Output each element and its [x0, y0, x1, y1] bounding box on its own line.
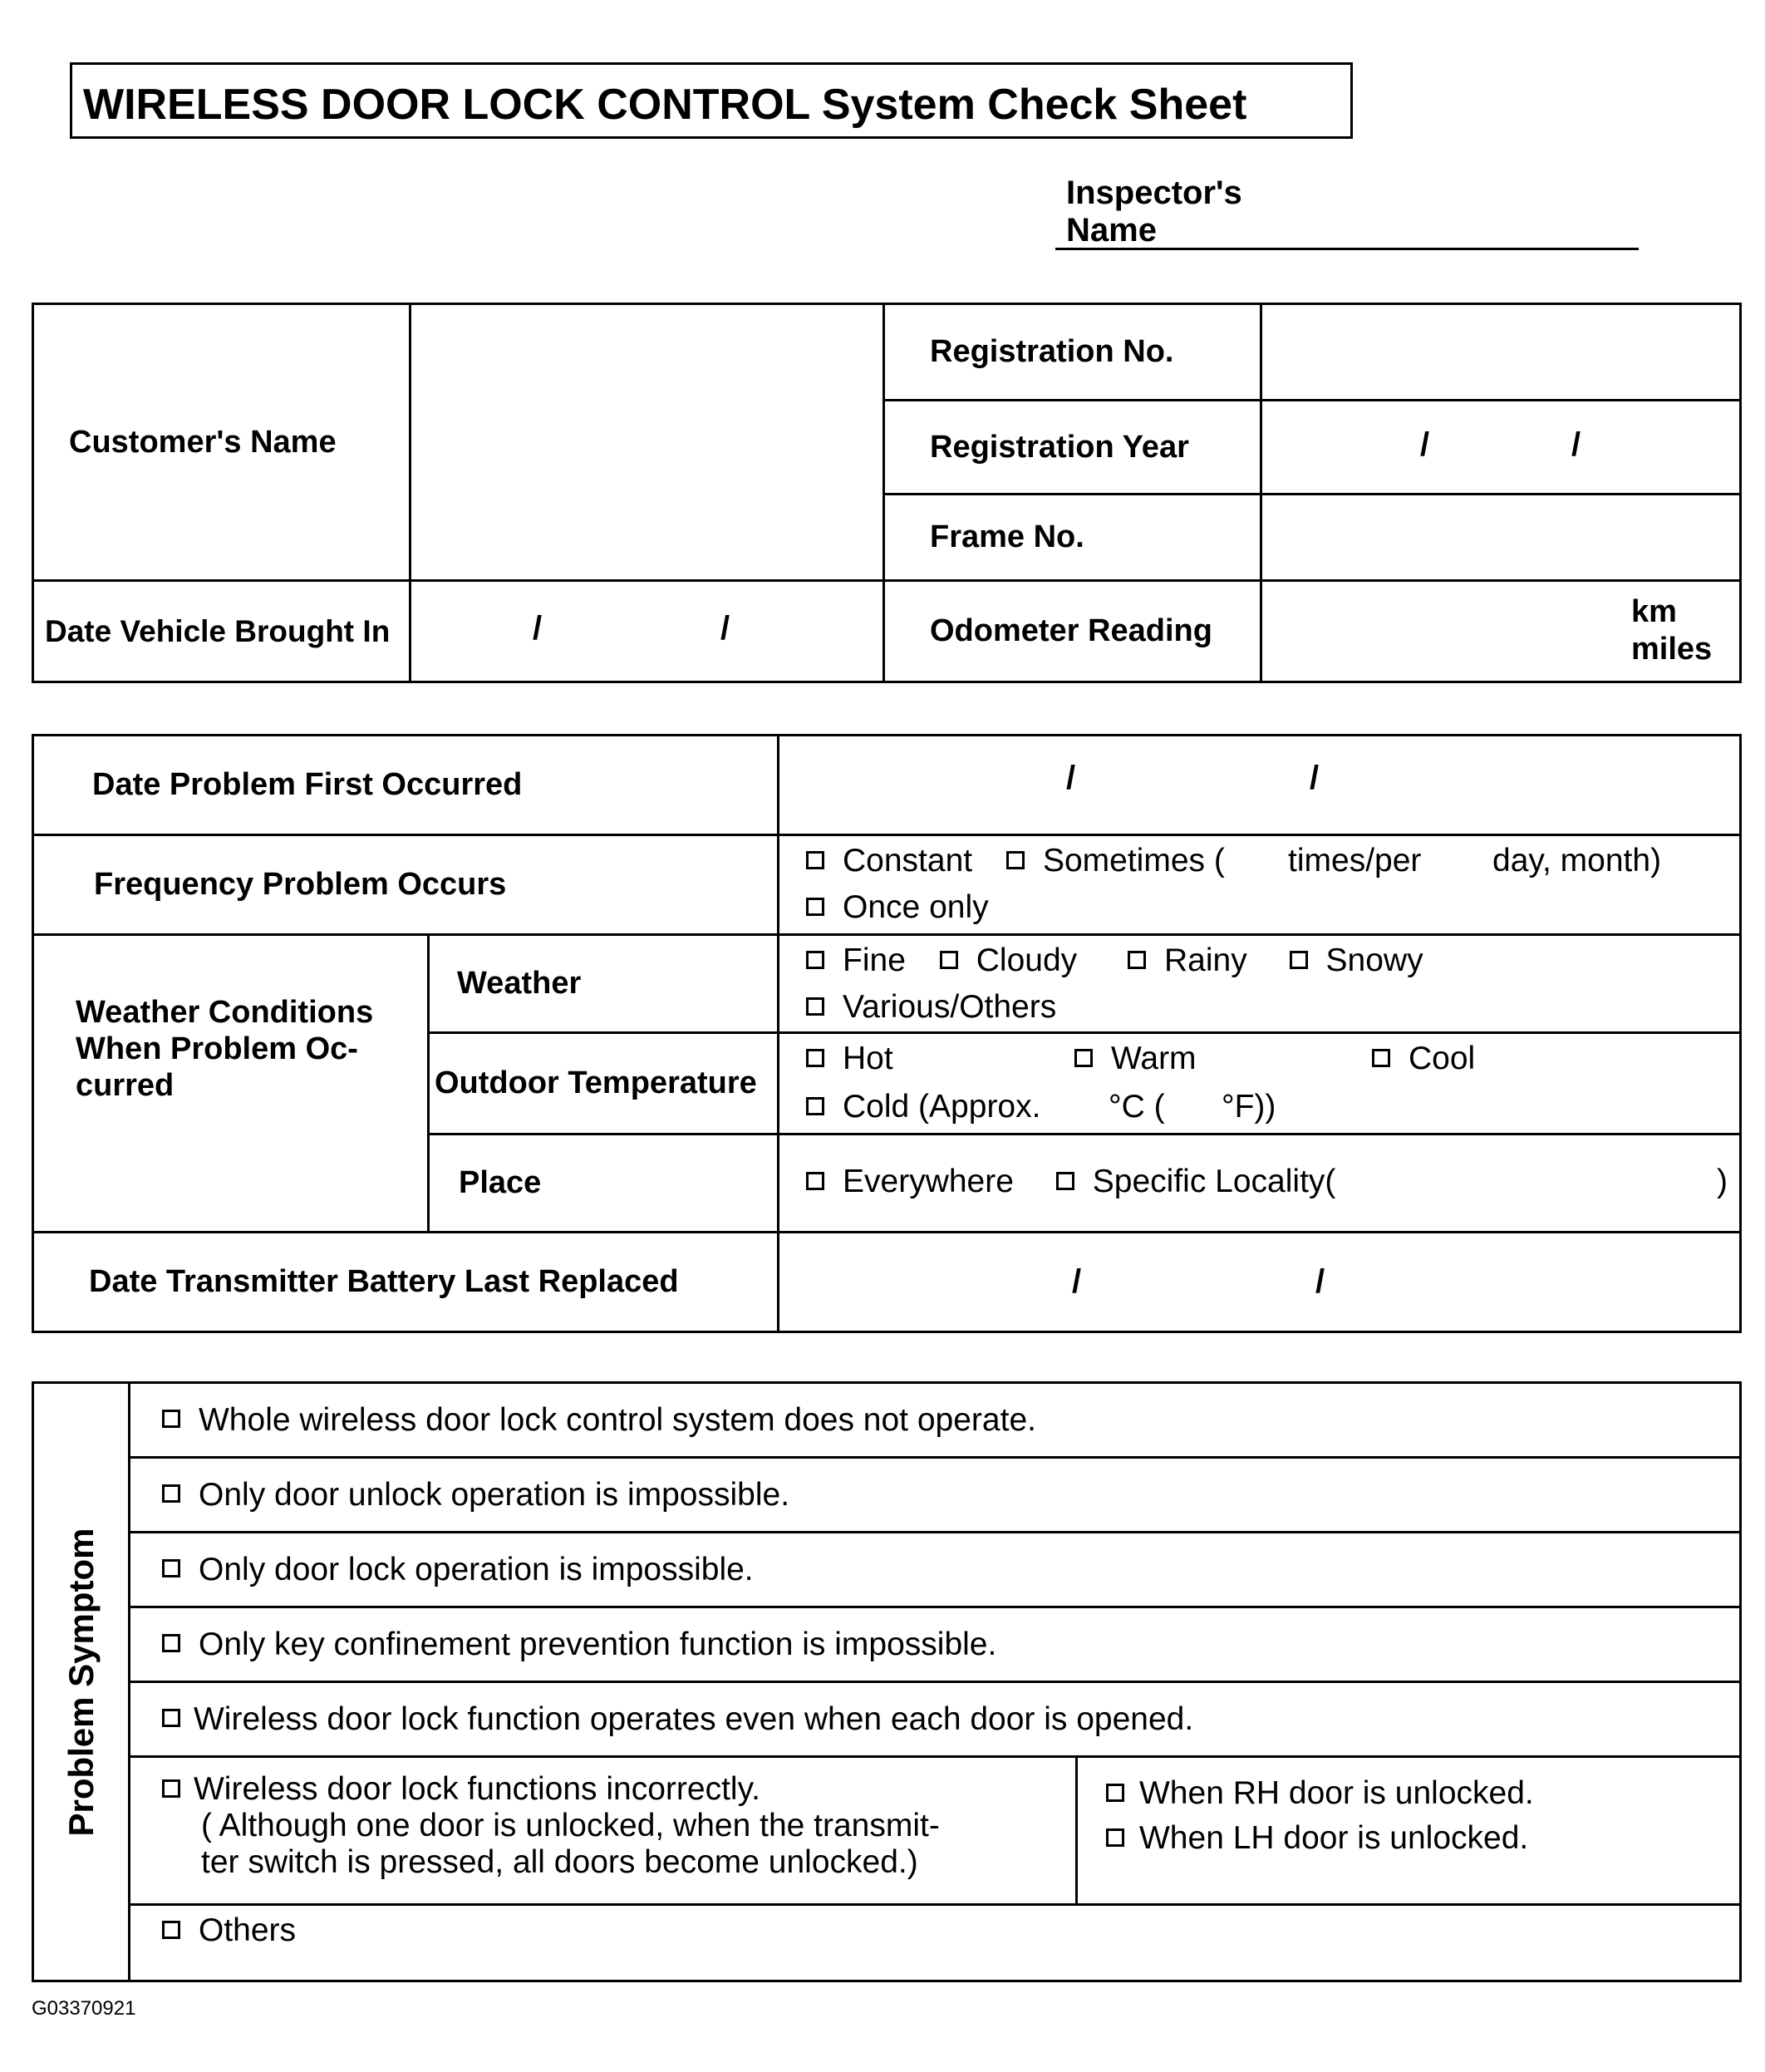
place-label: Place	[429, 1134, 779, 1233]
weather-label: Weather	[429, 935, 779, 1033]
checkbox-symptom[interactable]	[162, 1559, 180, 1577]
option-everywhere: Everywhere	[843, 1164, 1014, 1199]
option-cool: Cool	[1409, 1041, 1476, 1076]
registration-no-label: Registration No.	[884, 304, 1261, 401]
checkbox-sometimes[interactable]	[1006, 851, 1025, 869]
checkbox-cloudy[interactable]	[940, 951, 958, 969]
unit-miles: miles	[1631, 632, 1713, 667]
odometer-label: Odometer Reading	[884, 581, 1261, 682]
frame-no-field[interactable]	[1261, 495, 1741, 581]
figure-id: G03370921	[32, 1997, 136, 2020]
date-first-occurred-label: Date Problem First Occurred	[33, 736, 779, 835]
date-slash: /	[1315, 1263, 1325, 1300]
symptom-door-options	[1077, 1757, 1741, 1905]
symptom-item: Only door unlock operation is impossible.	[130, 1458, 1741, 1533]
checkbox-warm[interactable]	[1074, 1049, 1093, 1067]
symptom-table	[32, 1381, 1742, 1982]
problem-symptom-label-cell	[33, 1383, 130, 1981]
inspector-name-line[interactable]	[1055, 248, 1639, 250]
date-brought-in-label: Date Vehicle Brought In	[33, 581, 411, 682]
symptom-item: Only key confinement prevention function is impossible.	[130, 1607, 1741, 1682]
checkbox-lh-door[interactable]	[1106, 1828, 1124, 1847]
checkbox-fine[interactable]	[806, 951, 824, 969]
option-celsius: °C (	[1109, 1089, 1165, 1125]
outdoor-temperature-label: Outdoor Temperature	[429, 1033, 779, 1134]
inspector-label	[1066, 175, 1242, 249]
option-lh-door: When LH door is unlocked.	[1139, 1820, 1529, 1856]
frequency-label: Frequency Problem Occurs	[33, 835, 779, 935]
date-slash: /	[1571, 426, 1581, 463]
checkbox-rh-door[interactable]	[1106, 1784, 1124, 1802]
date-slash: /	[1310, 760, 1320, 796]
checkbox-rainy[interactable]	[1128, 951, 1146, 969]
weather-options	[779, 935, 1741, 1033]
checkbox-once-only[interactable]	[806, 898, 824, 916]
date-slash: /	[533, 610, 543, 647]
option-day-month: day, month)	[1492, 843, 1662, 879]
option-constant: Constant	[843, 843, 973, 879]
checkbox-symptom[interactable]	[162, 1779, 180, 1798]
checkbox-others[interactable]	[162, 1921, 180, 1939]
option-specific-locality: Specific Locality(	[1092, 1164, 1336, 1199]
option-snowy: Snowy	[1325, 942, 1423, 978]
frame-no-label: Frame No.	[884, 495, 1261, 581]
place-options	[779, 1134, 1741, 1233]
checkbox-constant[interactable]	[806, 851, 824, 869]
symptom-item: Wireless door lock function operates even when each door is opened.	[130, 1682, 1741, 1757]
option-once-only: Once only	[843, 889, 989, 925]
date-slash: /	[1072, 1263, 1082, 1300]
date-slash: /	[1420, 426, 1430, 463]
option-cold: Cold (Approx.	[843, 1089, 1041, 1125]
option-hot: Hot	[843, 1041, 893, 1076]
temperature-options	[779, 1033, 1741, 1134]
symptom-others: Others	[130, 1905, 1741, 1981]
checkbox-various[interactable]	[806, 997, 824, 1016]
conditions-table	[32, 734, 1742, 1333]
battery-replaced-field[interactable]	[779, 1233, 1741, 1332]
option-cloudy: Cloudy	[976, 942, 1078, 978]
option-rainy: Rainy	[1163, 942, 1247, 978]
checkbox-cold[interactable]	[806, 1097, 824, 1115]
registration-year-label: Registration Year	[884, 401, 1261, 495]
checkbox-symptom[interactable]	[162, 1709, 180, 1727]
checkbox-specific-locality[interactable]	[1056, 1172, 1074, 1190]
date-brought-in-field[interactable]	[411, 581, 884, 682]
symptom-incorrect: Wireless door lock functions incorrectly. ( Although one door is unlocked, when the transmit- ter switch is pressed, all doors become unlocked.)	[130, 1757, 1077, 1905]
option-sometimes: Sometimes (	[1042, 843, 1225, 879]
inspector-label-line1: Inspector's	[1066, 175, 1242, 211]
option-fine: Fine	[843, 942, 906, 978]
registration-year-field[interactable]	[1261, 401, 1741, 495]
frequency-options	[779, 835, 1741, 935]
option-fahrenheit: °F))	[1222, 1089, 1276, 1125]
checkbox-symptom[interactable]	[162, 1484, 180, 1503]
option-warm: Warm	[1111, 1041, 1197, 1076]
checkbox-snowy[interactable]	[1290, 951, 1308, 969]
registration-no-field[interactable]	[1261, 304, 1741, 401]
unit-km: km	[1631, 594, 1677, 629]
date-first-occurred-field[interactable]	[779, 736, 1741, 835]
checkbox-cool[interactable]	[1372, 1049, 1390, 1067]
customer-name-field[interactable]	[411, 304, 884, 581]
option-various: Various/Others	[843, 989, 1057, 1025]
option-rh-door: When RH door is unlocked.	[1139, 1775, 1534, 1811]
checkbox-symptom[interactable]	[162, 1634, 180, 1652]
customer-name-label: Customer's Name	[33, 304, 411, 581]
checkbox-everywhere[interactable]	[806, 1172, 824, 1190]
battery-replaced-label: Date Transmitter Battery Last Replaced	[33, 1233, 779, 1332]
symptom-item: Whole wireless door lock control system does not operate.	[130, 1383, 1741, 1458]
odometer-field[interactable]	[1261, 581, 1741, 682]
problem-symptom-label: Problem Symptom	[61, 1527, 101, 1837]
checkbox-symptom[interactable]	[162, 1410, 180, 1428]
option-times-per: times/per	[1288, 843, 1422, 879]
customer-table	[32, 303, 1742, 683]
page-title: WIRELESS DOOR LOCK CONTROL System Check Sheet	[83, 81, 1247, 129]
inspector-label-line2: Name	[1066, 212, 1157, 249]
date-slash: /	[1066, 760, 1076, 796]
date-slash: /	[720, 610, 730, 647]
symptom-item: Only door lock operation is impossible.	[130, 1533, 1741, 1607]
option-close-paren: )	[1717, 1164, 1728, 1199]
weather-conditions-label: Weather Conditions When Problem Oc- curred	[33, 935, 429, 1233]
checkbox-hot[interactable]	[806, 1049, 824, 1067]
